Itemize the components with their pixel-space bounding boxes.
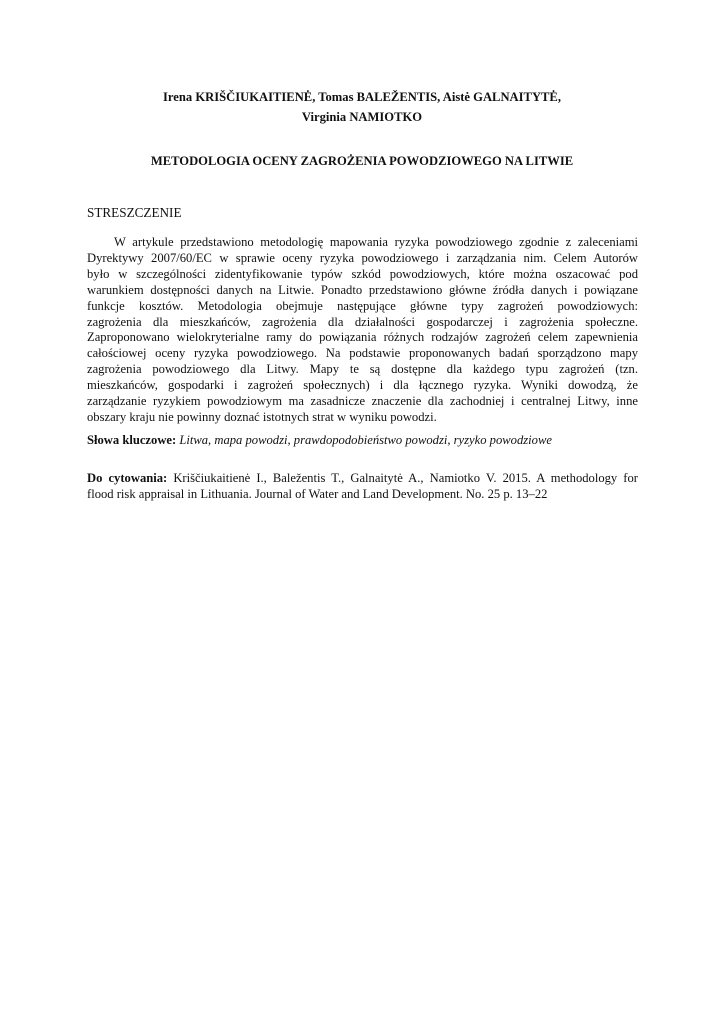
citation-line-1 bbox=[87, 470, 638, 486]
abstract-line: funkcje kosztów. Metodologia obejmuje następujące główne typy zagrożeń powodziowych: bbox=[87, 298, 638, 313]
abstract-heading: STRESZCZENIE bbox=[87, 205, 182, 220]
citation bbox=[87, 470, 638, 502]
citation-text-1: Kriščiukaitienė I., Baležentis T., Galnaitytė A., Namiotko V. 2015. A methodology for bbox=[173, 471, 638, 485]
keywords-text: Litwa, mapa powodzi, prawdopodobieństwo powodzi, ryzyko powodziowe bbox=[179, 433, 552, 447]
author-line-1: Irena KRIŠČIUKAITIENĖ, Tomas BALEŽENTIS, Aistė GALNAITYTĖ, bbox=[163, 90, 561, 104]
author-line-2: Virginia NAMIOTKO bbox=[301, 110, 423, 124]
citation-label: Do cytowania: bbox=[87, 471, 168, 485]
citation-line-2: flood risk appraisal in Lithuania. Journal of Water and Land Development. No. 25 p. 13–22 bbox=[87, 487, 548, 501]
abstract-line: mieszkańców, gospodarki i zagrożeń społecznych) i dla łącznego ryzyka. Wyniki dowodzą, że bbox=[87, 378, 638, 393]
keywords bbox=[87, 432, 647, 448]
paper-title: METODOLOGIA OCENY ZAGROŻENIA POWODZIOWEGO NA LITWIE bbox=[150, 154, 574, 168]
abstract-line: Zaproponowano wielokryterialne ramy do powiązania różnych rodzajów zagrożeń celem zapewnienia bbox=[87, 330, 638, 345]
abstract-body bbox=[87, 235, 638, 426]
abstract-line: zagrożenia powodziowego dla Litwy. Mapy te są dostępne dla każdego typu zagrożeń (tzn. bbox=[87, 362, 638, 377]
abstract-line: obszary kraju nie powinny doznać istotnych strat w wyniku powodzi. bbox=[87, 409, 437, 424]
abstract-line: Dyrektywy 2007/60/EC w sprawie oceny ryzyka powodziowego i zarządzania nim. Celem Autorów bbox=[87, 250, 638, 265]
author-list bbox=[0, 87, 724, 127]
abstract-line: zagrożenia dla mieszkańców, zagrożenia dla działalności gospodarczej i zagrożenia społeczne. bbox=[87, 314, 638, 329]
abstract-line: W artykule przedstawiono metodologię mapowania ryzyka powodziowego zgodnie z zaleceniami bbox=[114, 235, 638, 249]
abstract-line: całościowej oceny ryzyka powodziowego. Na podstawie proponowanych badań sporządzono mapy bbox=[87, 346, 638, 361]
keywords-label: Słowa kluczowe: bbox=[87, 433, 177, 447]
abstract-line: było w szczególności zidentyfikowanie typów szkód powodziowych, które można oszacować pod bbox=[87, 266, 638, 281]
abstract-line: zarządzanie ryzykiem powodziowym ma zasadnicze znaczenie dla zachodniej i centralnej Litwy, inne bbox=[87, 394, 638, 409]
abstract-line: warunkiem dostępności danych na Litwie. Ponadto przedstawiono główne źródła danych i powiązane bbox=[87, 282, 638, 297]
